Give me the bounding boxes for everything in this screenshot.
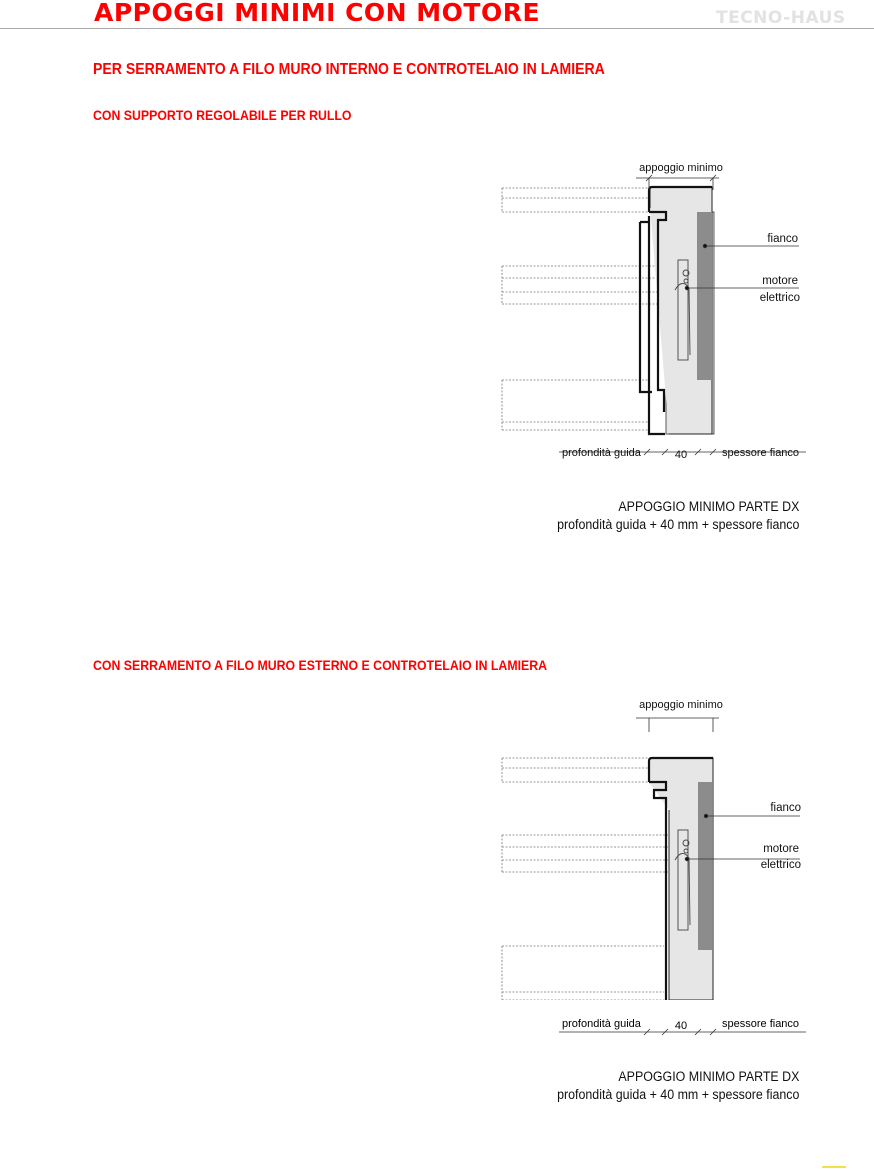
wall-lines [502,188,668,430]
section-diagram-bottom [494,690,814,1000]
label-fianco: fianco [770,802,801,814]
label-fianco: fianco [767,233,798,245]
caption-top [557,498,799,534]
brand-logo: TECNO-HAUS [716,8,846,28]
dim-label-spessore-fianco: spessore fianco [722,447,800,459]
label-motore: motore [762,275,798,287]
wall-lines [502,758,668,1000]
dim-label-40: 40 [674,449,688,460]
caption-formula: profondità guida + 40 mm + spessore fianco [556,517,799,532]
dim-label-profondita-guida: profondità guida [562,1018,641,1030]
cassette-body [649,758,713,1000]
caption-bottom [557,1068,799,1104]
page-corner-mark [822,1166,846,1168]
fianco-panel [697,212,712,380]
dimension-top [636,718,719,732]
caption-title: APPOGGIO MINIMO PARTE DX [617,499,799,514]
dim-label-appoggio-minimo: appoggio minimo [639,162,723,174]
label-elettrico: elettrico [760,859,801,871]
label-elettrico: elettrico [759,292,800,304]
cassette-body [650,187,714,434]
section-subheading: CON SUPPORTO REGOLABILE PER RULLO [93,107,352,123]
dim-label-appoggio-minimo: appoggio minimo [639,699,723,711]
caption-formula: profondità guida + 40 mm + spessore fianco [556,1087,799,1102]
label-motore: motore [763,843,799,855]
header-rule [0,28,874,29]
section-heading-second: CON SERRAMENTO A FILO MURO ESTERNO E CONTROTELAIO IN LAMIERA [93,657,548,673]
dim-label-spessore-fianco: spessore fianco [722,1018,800,1030]
dim-label-40: 40 [674,1020,688,1032]
section-diagram-top [494,150,814,460]
dim-label-profondita-guida: profondità guida [562,447,641,459]
dimension-bottom-lower [494,1005,814,1040]
caption-title: APPOGGIO MINIMO PARTE DX [617,1069,799,1084]
page-title: APPOGGI MINIMI CON MOTORE [94,0,541,27]
section-heading-main: PER SERRAMENTO A FILO MURO INTERNO E CONTROTELAIO IN LAMIERA [93,61,605,78]
fianco-panel [698,782,712,950]
